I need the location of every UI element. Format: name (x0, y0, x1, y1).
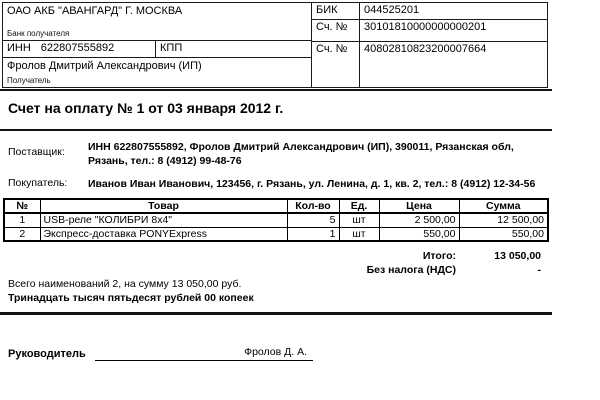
item-unit: шт (339, 227, 379, 241)
recipient-cell (3, 58, 311, 87)
account-label: Сч. № (312, 42, 360, 87)
inn-cell (3, 41, 156, 57)
title-bottom-rule (0, 129, 552, 131)
corr-account-row (312, 20, 547, 42)
recipient-name: Фролов Дмитрий Александрович (ИП) (7, 60, 202, 72)
director-name: Фролов Д. А. (244, 346, 307, 358)
inn-kpp-row (3, 41, 311, 58)
bank-name: ОАО АКБ "АВАНГАРД" Г. МОСКВА (7, 5, 183, 17)
inn-value: 622807555892 (40, 42, 115, 54)
buyer-value: Иванов Иван Иванович, 123456, г. Рязань, ул. Ленина, д. 1, кв. 2, тел.: 8 (4912) 12-34-56 (88, 178, 536, 190)
kpp-cell (156, 41, 311, 57)
inn-label: ИНН (7, 42, 31, 54)
col-header-product: Товар (40, 199, 287, 213)
kpp-label: КПП (160, 42, 183, 54)
item-sum: 550,00 (459, 227, 548, 241)
item-product: Экспресс-доставка PONYExpress (40, 227, 287, 241)
supplier-value: ИНН 622807555892, Фролов Дмитрий Александрович (ИП), 390011, Рязанская обл, Рязань, тел.: 8 (4912) 99-48-76 (88, 141, 514, 167)
col-header-qty: Кол-во (287, 199, 339, 213)
account-value: 40802810823200007664 (364, 43, 487, 55)
item-price: 550,00 (379, 227, 459, 241)
corr-account-label: Сч. № (312, 20, 360, 41)
total-value: 13 050,00 (494, 250, 541, 262)
item-number: 2 (4, 227, 40, 241)
col-header-number: № (4, 199, 40, 213)
item-unit: шт (339, 213, 379, 227)
items-count-line: Всего наименований 2, на сумму 13 050,00 руб. (8, 278, 242, 290)
bank-requisites-left (3, 3, 312, 87)
bank-cell (3, 3, 311, 41)
buyer-label: Покупатель: (8, 177, 68, 189)
total-label: Итого: (422, 250, 456, 262)
table-row (4, 227, 548, 241)
bik-row (312, 3, 547, 20)
document-title: Счет на оплату № 1 от 03 января 2012 г. (8, 100, 284, 116)
summary-bottom-rule (0, 312, 552, 315)
col-header-sum: Сумма (459, 199, 548, 213)
item-product: USB-реле "КОЛИБРИ 8х4" (40, 213, 287, 227)
director-label: Руководитель (8, 348, 86, 360)
bank-requisites-table (2, 2, 548, 88)
bank-requisites-right (312, 3, 547, 87)
bik-value: 044525201 (364, 4, 420, 16)
bik-label: БИК (312, 3, 360, 19)
recipient-label: Получатель (7, 76, 51, 85)
supplier-label: Поставщик: (8, 146, 65, 158)
col-header-price: Цена (379, 199, 459, 213)
table-row (4, 213, 548, 227)
item-qty: 1 (287, 227, 339, 241)
items-header-row (4, 199, 548, 213)
item-sum: 12 500,00 (459, 213, 548, 227)
director-signature-line (95, 346, 313, 361)
bank-label: Банк получателя (7, 29, 70, 38)
account-row (312, 42, 547, 87)
title-top-rule (0, 89, 552, 91)
tax-value: - (537, 264, 541, 276)
corr-account-value: 30101810000000000201 (364, 21, 487, 33)
item-qty: 5 (287, 213, 339, 227)
tax-label: Без налога (НДС) (366, 264, 456, 276)
col-header-unit: Ед. (339, 199, 379, 213)
amount-in-words: Тринадцать тысяч пятьдесят рублей 00 копеек (8, 292, 254, 304)
item-price: 2 500,00 (379, 213, 459, 227)
item-number: 1 (4, 213, 40, 227)
items-table (3, 198, 549, 242)
